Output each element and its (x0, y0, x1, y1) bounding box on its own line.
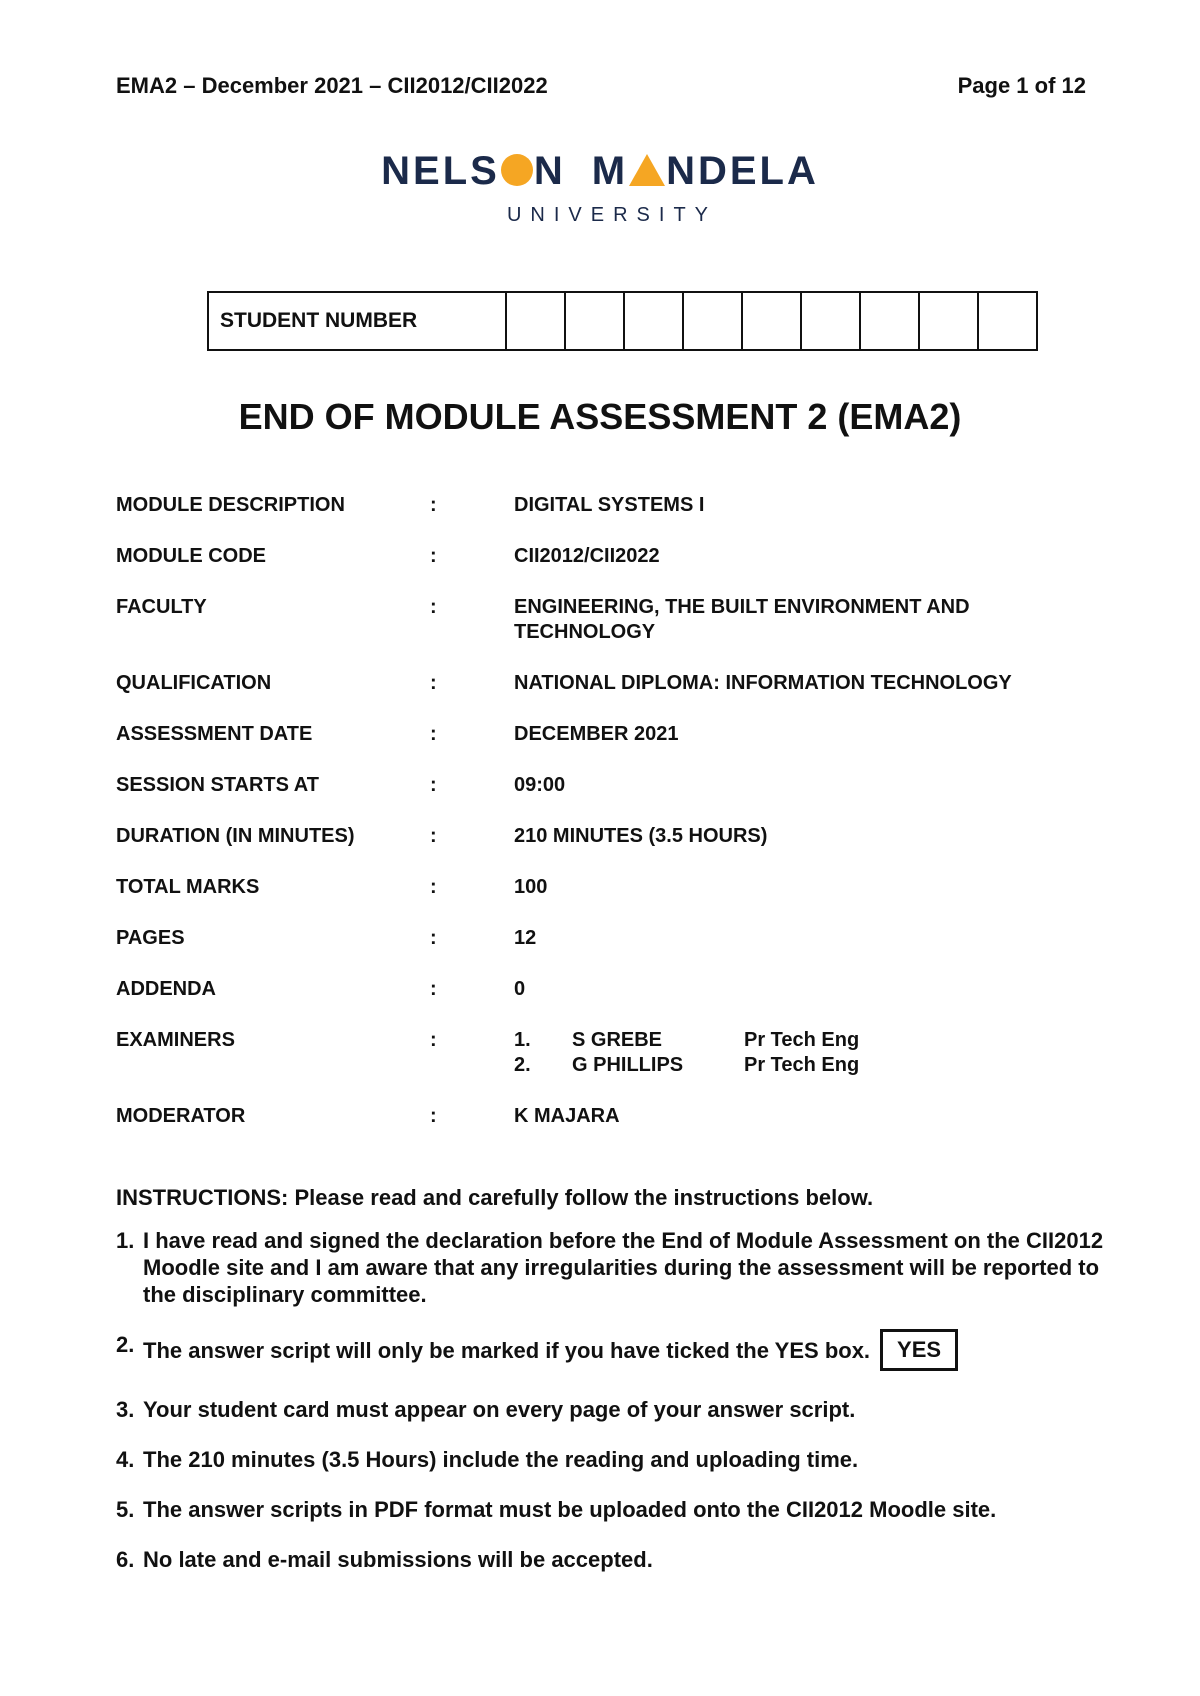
instruction-text: No late and e-mail submissions will be accepted. (143, 1547, 653, 1572)
instruction-item (116, 1496, 1126, 1523)
field-value: 0 (514, 978, 526, 1000)
student-number-table (207, 291, 1038, 351)
student-number-label: STUDENT NUMBER (208, 292, 506, 350)
field-value: 210 MINUTES (3.5 HOURS) (514, 825, 768, 847)
field-label: QUALIFICATION (116, 672, 272, 694)
field-label: EXAMINERS (116, 1029, 235, 1051)
examiner-entry (514, 1053, 1114, 1078)
field-label: PAGES (116, 927, 185, 949)
field-label: MODULE DESCRIPTION (116, 494, 345, 516)
examiner-number: 2. (514, 1054, 531, 1076)
logo-letter-n: N (533, 149, 566, 193)
field-separator: : (430, 723, 437, 745)
examiner-name: S GREBE (572, 1029, 663, 1051)
instruction-item (116, 1546, 1126, 1573)
page-title: END OF MODULE ASSESSMENT 2 (EMA2) (238, 396, 962, 437)
instruction-number: 1. (116, 1228, 135, 1253)
field-separator: : (430, 545, 437, 567)
field-label: ADDENDA (116, 978, 216, 1000)
field-separator: : (430, 825, 437, 847)
instruction-item (116, 1227, 1126, 1308)
examiner-title: Pr Tech Eng (744, 1029, 860, 1051)
instruction-text: The 210 minutes (3.5 Hours) include the reading and uploading time. (143, 1447, 859, 1472)
field-row (116, 544, 1116, 569)
field-value: 09:00 (514, 774, 566, 796)
field-value: ENGINEERING, THE BUILT ENVIRONMENT AND TECHNOLOGY (514, 596, 970, 643)
student-number-box[interactable] (801, 292, 860, 350)
assessment-details (116, 493, 1116, 1155)
logo-wordmark (0, 148, 1200, 194)
examiner-number: 1. (514, 1029, 531, 1051)
field-separator: : (430, 774, 437, 796)
field-row (116, 722, 1116, 747)
field-row (116, 926, 1116, 951)
field-label: TOTAL MARKS (116, 876, 260, 898)
field-row (116, 875, 1116, 900)
field-label: FACULTY (116, 596, 207, 618)
field-separator: : (430, 672, 437, 694)
field-value: DIGITAL SYSTEMS I (514, 494, 705, 516)
instruction-number: 5. (116, 1497, 135, 1522)
instructions-section (116, 1184, 1126, 1596)
instruction-text: The answer scripts in PDF format must be uploaded onto the CII2012 Moodle site. (143, 1497, 997, 1522)
instructions-heading: INSTRUCTIONS: Please read and carefully follow the instructions below. (116, 1185, 874, 1210)
field-separator: : (430, 1105, 437, 1127)
student-number-box[interactable] (624, 292, 683, 350)
instruction-item (116, 1446, 1126, 1473)
examiners-row (116, 1028, 1116, 1078)
field-label: MODERATOR (116, 1105, 246, 1127)
instruction-number: 6. (116, 1547, 135, 1572)
field-value: NATIONAL DIPLOMA: INFORMATION TECHNOLOGY (514, 672, 1012, 694)
instruction-number: 3. (116, 1397, 135, 1422)
instruction-number: 4. (116, 1447, 135, 1472)
field-separator: : (430, 978, 437, 1000)
header-module-info: EMA2 – December 2021 – CII2012/CII2022 (116, 73, 548, 98)
field-label: DURATION (IN MINUTES) (116, 825, 355, 847)
field-separator: : (430, 876, 437, 898)
logo-letters-nels: NELS (381, 149, 500, 193)
student-number-box[interactable] (506, 292, 565, 350)
yes-checkbox[interactable]: YES (880, 1329, 958, 1371)
field-separator: : (430, 927, 437, 949)
instruction-item (116, 1331, 1126, 1373)
student-number-box[interactable] (742, 292, 801, 350)
student-number-box[interactable] (683, 292, 742, 350)
field-value: DECEMBER 2021 (514, 723, 679, 745)
university-logo (0, 148, 1200, 227)
student-number-box[interactable] (919, 292, 978, 350)
logo-subtitle: UNIVERSITY (506, 204, 718, 226)
moderator-row (116, 1104, 1116, 1129)
logo-letters-ndela: NDELA (666, 149, 819, 193)
instruction-item (116, 1396, 1126, 1423)
field-value: CII2012/CII2022 (514, 545, 660, 567)
field-label: ASSESSMENT DATE (116, 723, 313, 745)
field-label: SESSION STARTS AT (116, 774, 319, 796)
field-row (116, 671, 1116, 696)
instruction-text: The answer script will only be marked if you have ticked the YES box. (143, 1337, 871, 1363)
field-value: K MAJARA (514, 1105, 620, 1127)
field-row (116, 595, 1116, 645)
addenda-row (116, 977, 1116, 1002)
logo-letter-m: M (591, 149, 629, 193)
field-separator: : (430, 1029, 437, 1051)
student-number-box[interactable] (978, 292, 1037, 350)
field-separator: : (430, 596, 437, 618)
field-row (116, 493, 1116, 518)
examiners-list (514, 1028, 1114, 1078)
instruction-text: I have read and signed the declaration before the End of Module Assessment on the CII2012 Moodle site and I am aware that any irregularities during the assessment will be reported to the disciplinary committee. (143, 1228, 1104, 1307)
field-value: 12 (514, 927, 537, 949)
logo-triangle-icon (629, 154, 665, 186)
field-value: 100 (514, 876, 548, 898)
field-separator: : (430, 494, 437, 516)
examiner-entry (514, 1028, 1114, 1053)
field-label: MODULE CODE (116, 545, 266, 567)
field-row (116, 773, 1116, 798)
examiner-title: Pr Tech Eng (744, 1054, 860, 1076)
student-number-box[interactable] (565, 292, 624, 350)
field-row (116, 824, 1116, 849)
instruction-number: 2. (116, 1332, 135, 1357)
logo-sun-circle-icon (501, 154, 533, 186)
instruction-text: Your student card must appear on every page of your answer script. (143, 1397, 856, 1422)
student-number-box[interactable] (860, 292, 919, 350)
header-page-number: Page 1 of 12 (957, 73, 1086, 98)
examiner-name: G PHILLIPS (572, 1054, 684, 1076)
